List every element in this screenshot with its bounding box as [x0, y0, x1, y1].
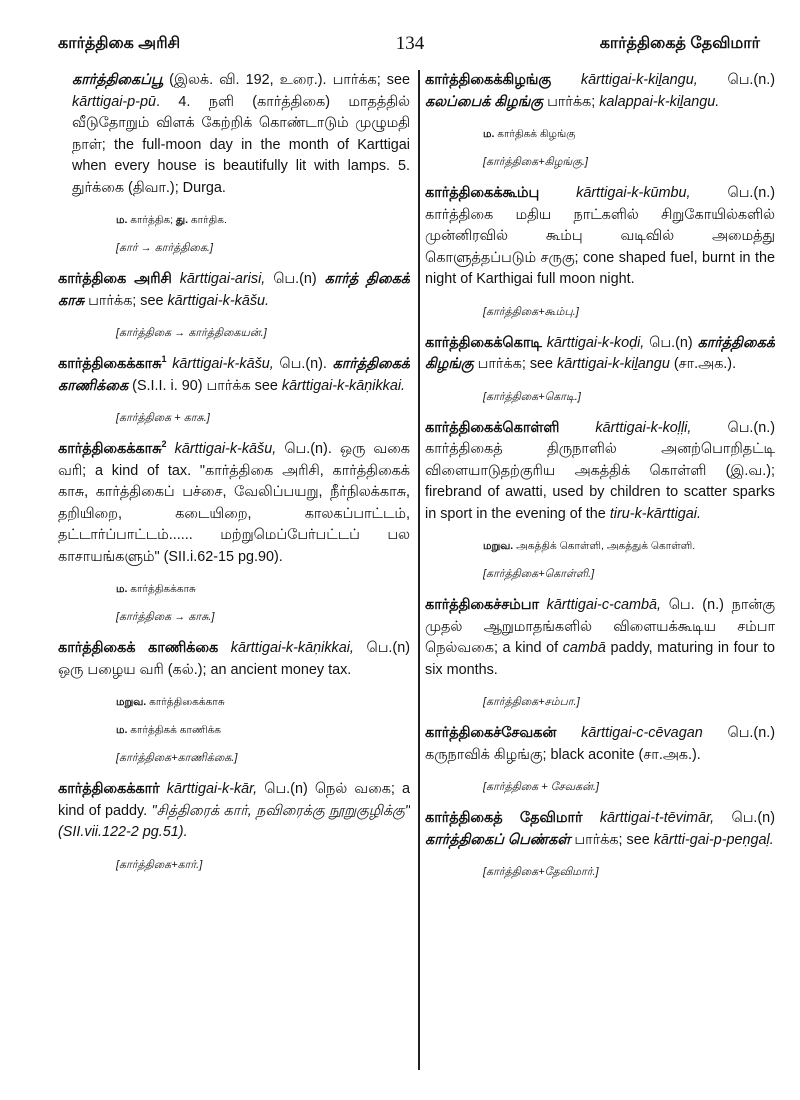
- entry-body: கார்த்திகைத் தேவிமார் kārttigai-t-tēvimār, பெ.(n) கார்த்திகைப் பெண்கள் பார்க்க; see kārtti-gai-p-peṇgaḷ.: [425, 810, 775, 848]
- dictionary-entry: [58, 439, 410, 624]
- transliteration: kārttigai-k-kiḻangu,: [551, 72, 698, 88]
- headword: கார்த்திகைக்கூம்பு: [425, 185, 540, 201]
- headword: கார்த்திகைக்கொடி: [425, 334, 542, 351]
- etymology: [கார்த்திகை+காணிக்கை.]: [116, 752, 238, 764]
- entry-body: கார்த்திகை அரிசி kārttigai-arisi, பெ.(n) கார்த் திகைக் காசு பார்க்க; see kārttigai-k-kāšu.: [58, 271, 410, 309]
- transliteration: kārttigai-k-kūmbu,: [539, 185, 691, 201]
- entry-body: கார்த்திகைக்கூம்பு kārttigai-k-kūmbu, பெ.(n.) கார்த்திகை மதிய நாட்களில் சிறுகோயில்களில் முன்னிரவில் கூம்பு வடிவில் அமைத்து கொளுத்தப்படும் சருகு; cone shaped fuel, burnt in the night of Karthigai full moon night.: [425, 185, 775, 287]
- synonym-note: மறுவ. அகத்திக் கொள்ளி, அகத்துக் கொள்ளி.: [483, 540, 696, 552]
- headword: கார்த்திகை அரிசி: [58, 271, 172, 287]
- dictionary-entry: [58, 70, 410, 255]
- transliteration: kārttigai-k-koḷḷi,: [559, 419, 692, 436]
- cognate-note: ம. கார்த்திகக் காணிக்க: [116, 724, 222, 736]
- headword: கார்த்திகைப்பூ: [72, 72, 164, 88]
- synonym-note: மறுவ. கார்த்திகைக்காசு: [116, 696, 225, 708]
- entry-body: கார்த்திகைக்கிழங்கு kārttigai-k-kiḻangu, பெ.(n.) கலப்பைக் கிழங்கு பார்க்க; kalappai-k-kiḻangu.: [425, 72, 775, 110]
- etymology: [கார்த்திகை+தேவிமார்.]: [483, 866, 599, 878]
- right-column: [425, 70, 775, 1070]
- cognate-note: ம. கார்திகக் கிழங்கு: [483, 128, 576, 140]
- cognate-note: ம. கார்த்திகக்காசு: [116, 583, 196, 595]
- entry-body: கார்த்திகைக் காணிக்கை kārttigai-k-kāṇikkai, பெ.(n) ஒரு பழைய வரி (கல்.); an ancient money tax.: [58, 640, 410, 678]
- etymology: [கார்த்திகை+கிழங்கு.]: [483, 156, 588, 168]
- transliteration: kārttigai-k-kāṇikkai,: [218, 640, 354, 656]
- etymology: [கார்த்திகை+கார்.]: [116, 858, 203, 871]
- page-header: [0, 0, 800, 70]
- dictionary-entry: [58, 779, 410, 872]
- column-divider: [418, 70, 420, 1070]
- dictionary-entry: [425, 808, 775, 879]
- entry-body: கார்த்திகைச்சம்பா kārttigai-c-cambā, பெ. (n.) நான்கு முதல் ஆறுமாதங்களில் விளையக்கூடிய சம்பா நெல்வகை; a kind of cambā paddy, maturing in four to six months.: [425, 597, 775, 678]
- dictionary-entry: [425, 595, 775, 709]
- page-number: 134: [395, 33, 425, 54]
- dictionary-entry: [425, 70, 775, 169]
- transliteration: kārttigai-k-koḍi,: [541, 334, 645, 351]
- dictionary-entry: [425, 333, 775, 404]
- etymology: [கார்த்திகை+கொள்ளி.]: [483, 568, 595, 580]
- dictionary-entry: [58, 354, 410, 425]
- transliteration: kārttigai-p-pū: [72, 93, 156, 110]
- dictionary-entry: [425, 418, 775, 582]
- entry-body: கார்த்திகைக்கொடி kārttigai-k-koḍi, பெ.(n) கார்த்திகைக் கிழங்கு பார்க்க; see kārttigai-k-kiḻangu (சா.அக.).: [425, 334, 775, 372]
- entry-body: கார்த்திகைக்காசு$^1$ kārttigai-k-kāšu, பெ.(n). கார்த்திகைக் காணிக்கை (S.I.I. i. 90) பார்க்க see kārttigai-k-kāṇikkai.: [58, 354, 410, 394]
- etymology: [கார்த்திகை+கொடி.]: [483, 390, 581, 403]
- etymology: [கார்த்திகை+கூம்பு.]: [483, 305, 579, 318]
- headword: கார்த்திகைத் தேவிமார்: [425, 810, 583, 826]
- dictionary-entry: [58, 638, 410, 765]
- headword: கார்த்திகைக் காணிக்கை: [58, 640, 219, 656]
- dictionary-entry: [425, 183, 775, 319]
- etymology: [கார் → கார்த்திகை.]: [116, 242, 213, 254]
- entry-body: கார்த்திகைக்கார் kārttigai-k-kār, பெ.(n) நெல் வகை; a kind of paddy. "சித்திரைக் கார், நவிரைக்கு நூறுகுழிக்கு" (SII.vii.122-2 pg.51).: [58, 781, 410, 840]
- headword: கார்த்திகைக்காசு: [58, 356, 162, 372]
- headword: கார்த்திகைக்கொள்ளி: [425, 419, 560, 436]
- headword: கார்த்திகைக்காசு: [58, 441, 162, 457]
- dictionary-entry: [58, 269, 410, 340]
- running-head-left: கார்த்திகை அரிசி: [58, 35, 181, 52]
- cognate-note: ம. கார்த்திக; து. கார்திக.: [116, 214, 227, 226]
- etymology: [கார்த்திகை + சேவகன்.]: [483, 781, 599, 793]
- etymology: [கார்த்திகை → கார்த்திகையன்.]: [116, 327, 267, 339]
- headword: கார்த்திகைக்கார்: [58, 781, 160, 797]
- etymology: [கார்த்திகை → காசு.]: [116, 611, 215, 623]
- entry-body: கார்த்திகைப்பூ (இலக். வி. 192, உரை.). பார்க்க; see kārttigai-p-pū. 4. நளி (கார்த்திகை) மாதத்தில் வீடுதோறும் விளக் கேற்றிக் கொண்டாடும் முழுமதி நாள்; the full-moon day in the month of Karttigai when every house is beautifully lit with lamps. 5. துர்க்கை (திவா.); Durga.: [72, 72, 410, 196]
- entry-body: கார்த்திகைக்காசு$^2$ kārttigai-k-kāšu, பெ.(n). ஒரு வகை வரி; a kind of tax. "கார்த்திகை அரிசி, கார்த்திகைக் காசு, கார்த்திகைப் பச்சை, வேலிப்பயறு, நீர்நிலக்காசு, தறியிறை, கடையிறை, காலகப்பாட்டம், தட்டார்ப்பாட்டம்...... மற்றுமெப்பேர்பட்டப் பல காசாயங்களும்" (SII.i.62-15 pg.90).: [58, 439, 410, 565]
- etymology: [கார்த்திகை+சம்பா.]: [483, 696, 580, 708]
- transliteration: kārttigai-c-cambā,: [538, 597, 662, 613]
- transliteration: kārttigai-c-cēvagan: [556, 725, 703, 741]
- running-head-right: கார்த்திகைத் தேவிமார்: [599, 35, 760, 52]
- headword: கார்த்திகைச்சேவகன்: [425, 725, 557, 741]
- transliteration: kārttigai-k-kāšu,: [166, 356, 274, 372]
- dictionary-entry: [425, 723, 775, 794]
- headword: கார்த்திகைக்கிழங்கு: [425, 72, 552, 88]
- transliteration: kārttigai-k-kāšu,: [166, 441, 277, 457]
- etymology: [கார்த்திகை + காசு.]: [116, 412, 210, 424]
- transliteration: kārttigai-t-tēvimār,: [582, 810, 715, 826]
- headword: கார்த்திகைச்சம்பா: [425, 597, 539, 613]
- transliteration: kārttigai-k-kār,: [159, 781, 258, 797]
- left-column: [58, 70, 410, 1070]
- entry-body: கார்த்திகைக்கொள்ளி kārttigai-k-koḷḷi, பெ.(n.) கார்த்திகைத் திருநாளில் அனற்பொறிதட்டி விளையாடுதற்குரிய அகத்திக் கொள்ளி (இ.வ.); firebrand of awatti, used by children to scatter sparks in sport in the evening of the tiru-k-kārttigai.: [425, 419, 775, 522]
- entry-body: கார்த்திகைச்சேவகன் kārttigai-c-cēvagan பெ.(n.) கருநாவிக் கிழங்கு; black aconite (சா.அக.).: [425, 725, 775, 763]
- transliteration: kārttigai-arisi,: [171, 271, 266, 287]
